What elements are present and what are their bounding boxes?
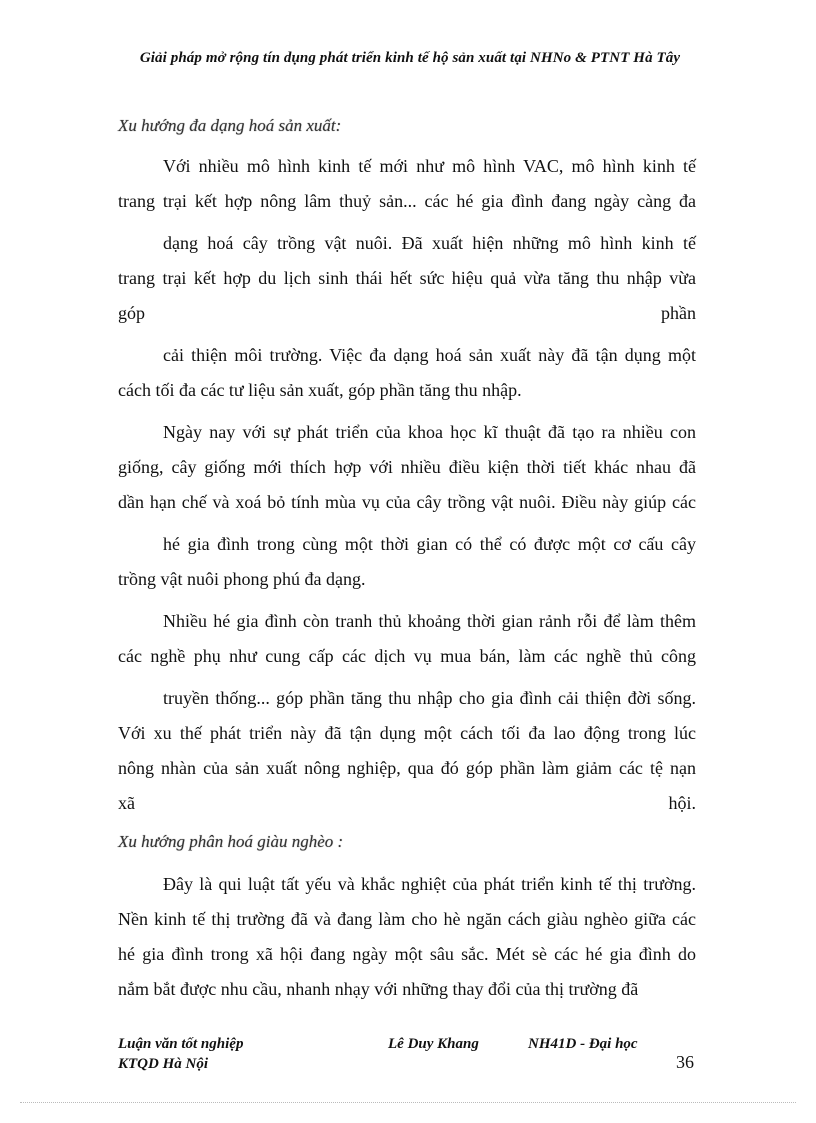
paragraph-line: trang trại kết hợp du lịch sinh thái hết sức hiệu quả vừa tăng thu nhập vừa	[118, 268, 696, 288]
page-number: 36	[676, 1052, 694, 1072]
section-heading-wealth-gap: Xu hướng phân hoá giàu nghèo :	[118, 832, 344, 851]
section-heading-diversification: Xu hướng đa dạng hoá sản xuất:	[118, 116, 342, 135]
paragraph-line: xã	[118, 793, 135, 813]
paragraph-line: góp	[118, 303, 145, 323]
footer-class: NH41D - Đại học	[528, 1036, 638, 1052]
page-bottom-divider	[20, 1102, 796, 1103]
paragraph-line: các nghề phụ như cung cấp các dịch vụ mua bán, làm các nghề thủ công	[118, 646, 696, 666]
paragraph-line: dạng hoá cây trồng vật nuôi. Đã xuất hiện những mô hình kinh tế	[163, 233, 696, 253]
paragraph-line: trồng vật nuôi phong phú đa dạng.	[118, 569, 366, 589]
paragraph-line: phần	[661, 303, 696, 323]
paragraph-line: dần hạn chế và xoá bỏ tính mùa vụ của cây trồng vật nuôi. Điều này giúp các	[118, 492, 696, 512]
paragraph-line: giống, cây giống mới thích hợp với nhiều điều kiện thời tiết khác nhau đã	[118, 457, 696, 477]
paragraph-line: cách tối đa các tư liệu sản xuất, góp phần tăng thu nhập.	[118, 380, 522, 400]
paragraph-line: hé gia đình trong cùng một thời gian có thể có được một cơ cấu cây	[163, 534, 696, 554]
footer-author: Lê Duy Khang	[388, 1036, 479, 1052]
paragraph-line: nông nhàn của sản xuất nông nghiệp, qua đó góp phần làm giảm các tệ nạn	[118, 758, 696, 778]
paragraph-line: cải thiện môi trường. Việc đa dạng hoá sản xuất này đã tận dụng một	[163, 345, 696, 365]
paragraph-line: truyền thống... góp phần tăng thu nhập cho gia đình cải thiện đời sống.	[163, 688, 696, 708]
page-header: Giải pháp mở rộng tín dụng phát triển kinh tế hộ sản xuất tại NHNo & PTNT Hà Tây	[139, 50, 681, 66]
paragraph-line: Nền kinh tế thị trường đã và đang làm cho hè ngăn cách giàu nghèo giữa các	[118, 909, 696, 929]
paragraph-line: Với nhiều mô hình kinh tế mới như mô hình VAC, mô hình kinh tế	[163, 156, 696, 176]
paragraph-line: trang trại kết hợp nông lâm thuỷ sản... các hé gia đình đang ngày càng đa	[118, 191, 696, 211]
paragraph-line: Nhiều hé gia đình còn tranh thủ khoảng thời gian rảnh rỗi để làm thêm	[163, 611, 696, 631]
paragraph-line: Với xu thế phát triển này đã tận dụng một cách tối đa lao động trong lúc	[118, 723, 696, 743]
paragraph-line: hé gia đình trong xã hội đang ngày một sâu sắc. Mét sè các hé gia đình do	[118, 944, 696, 964]
footer-thesis-label: Luận văn tốt nghiệp	[118, 1036, 244, 1052]
paragraph-line: hội.	[668, 793, 696, 813]
paragraph-line: Ngày nay với sự phát triển của khoa học kĩ thuật đã tạo ra nhiều con	[163, 422, 696, 442]
paragraph-line: Đây là qui luật tất yếu và khắc nghiệt của phát triển kinh tế thị trường.	[163, 874, 696, 894]
paragraph-line: nắm bắt được nhu cầu, nhanh nhạy với những thay đổi của thị trường đã	[118, 979, 639, 999]
footer-university-label: KTQD Hà Nội	[118, 1056, 208, 1072]
